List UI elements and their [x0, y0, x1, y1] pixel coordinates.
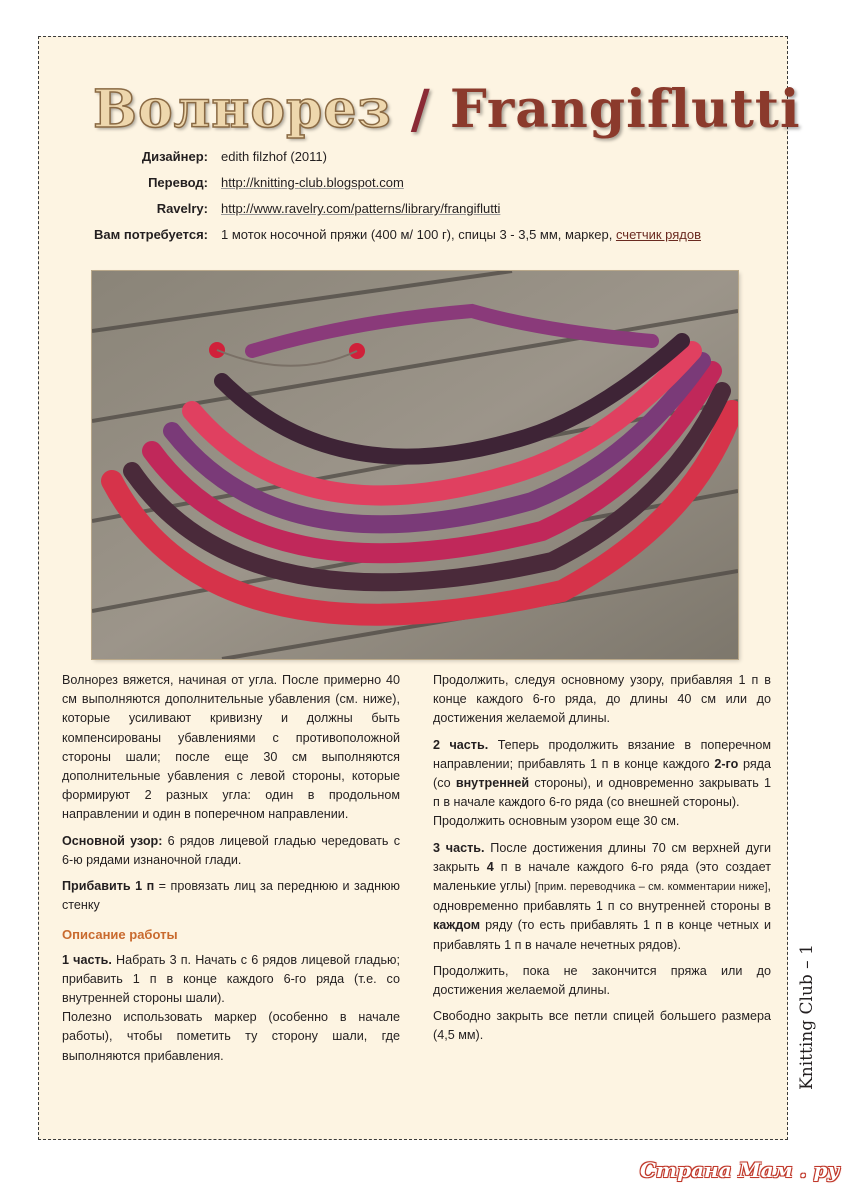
- left-column: [62, 671, 400, 1073]
- increase-paragraph: [62, 877, 400, 915]
- meta-row-designer: [39, 149, 789, 175]
- part1-label: 1 часть.: [62, 952, 112, 967]
- meta-label: Дизайнер:: [141, 149, 208, 164]
- part3-text: п в начале каждого 6-го ряда (это создает маленькие углы): [433, 859, 771, 894]
- page-frame: [38, 36, 817, 1140]
- part2-emph: 2-го: [714, 756, 739, 771]
- intro-paragraph: Волнорез вяжется, начиная от угла. После примерно 40 см выполняются дополнительные убавления (см. ниже), которые усиливают кривизну и должны быть компенсированы убавлениями с противоположной стороны шали; после еще 30 см выполняются дополнительные убавления с левой стороны, которые формируют 2 разных угла: один в продольном направлении и один в поперечном направлении.: [62, 673, 400, 822]
- watermark-logo: Страна Мам . ру: [640, 1158, 840, 1182]
- marker-paragraph: Полезно использовать маркер (особенно в начале работы), чтобы пометить ту сторону шали, где выполняются прибавления.: [62, 1010, 400, 1063]
- part3-text: , одновременно прибавлять 1 п со внутренней стороны в: [433, 879, 771, 914]
- meta-value: [221, 227, 701, 242]
- continue-paragraph: Продолжить, следуя основному узору, прибавляя 1 п в конце каждого 6-го ряда, до длины 40 см или до достижения желаемой длины.: [433, 673, 771, 726]
- meta-row-translation: [39, 175, 789, 201]
- part2-text: стороны), и одновременно закрывать 1 п в начале каждого 6-го ряда (со внешней стороны).: [433, 776, 771, 810]
- translation-link[interactable]: http://knitting-club.blogspot.com: [221, 175, 404, 190]
- part3-label: 3 часть.: [433, 840, 485, 855]
- title-separator: /: [391, 79, 450, 140]
- materials-text: 1 моток носочной пряжи (400 м/ 100 г), спицы 3 - 3,5 мм, маркер,: [221, 227, 613, 242]
- meta-value: edith filzhof (2011): [221, 149, 327, 164]
- row-counter-link[interactable]: счетчик рядов: [615, 227, 701, 242]
- part1-text: Набрать 3 п. Начать с 6 рядов лицевой гладью; прибавить 1 п в конце каждого 6-го ряда (т.е. со внутренней стороны шали).: [62, 952, 400, 1006]
- finish-yarn-paragraph: Продолжить, пока не закончится пряжа или до достижения желаемой длины.: [433, 963, 771, 998]
- part2-text: Теперь продолжить вязание в поперечном направлении; прибавлять 1 п в конце каждого: [433, 737, 771, 771]
- meta-row-ravelry: [39, 201, 789, 227]
- shawl-photo: [92, 271, 738, 659]
- meta-label: Ravelry:: [156, 201, 208, 216]
- title-russian: Волнорез: [93, 79, 392, 140]
- part3-emph: каждом: [433, 918, 481, 933]
- part3-text: После достижения длины 70 см верхней дуги закрыть: [433, 840, 771, 874]
- main-pattern-label: Основной узор:: [62, 833, 163, 848]
- ravelry-link[interactable]: http://www.ravelry.com/patterns/library/frangiflutti: [221, 201, 501, 216]
- side-label-text: Knitting Club – 1: [797, 944, 817, 1090]
- increase-text: = провязать лиц за переднюю и заднюю стенку: [62, 879, 400, 913]
- translator-note: [прим. переводчика – см. комментарии ниже]: [534, 881, 768, 894]
- part2-paragraph: [433, 736, 771, 813]
- meta-row-materials: [39, 227, 789, 253]
- part3-emph: 4: [486, 859, 494, 874]
- right-column: [433, 671, 771, 1053]
- continue-30cm-paragraph: Продолжить основным узором еще 30 см.: [433, 814, 680, 829]
- part3-text: ряду (то есть прибавлять 1 п в конце четных и прибавлять 1 п в начале нечетных рядов).: [433, 918, 771, 952]
- page-title: [93, 79, 801, 140]
- title-italian: Frangiflutti: [449, 79, 801, 140]
- pattern-meta: [39, 149, 789, 253]
- part3-paragraph: [433, 839, 771, 955]
- main-pattern-paragraph: [62, 832, 400, 870]
- part2-text: ряда (со: [433, 756, 771, 791]
- bind-off-paragraph: Свободно закрыть все петли спицей большего размера (4,5 мм).: [433, 1009, 771, 1043]
- section-heading: Описание работы: [62, 927, 178, 943]
- part1-paragraph: [62, 951, 400, 1009]
- part2-label: 2 часть.: [433, 737, 489, 752]
- part2-emph: внутренней: [455, 776, 530, 791]
- main-pattern-text: 6 рядов лицевой гладью чередовать с 6-ю рядами изнаночной глади.: [62, 833, 400, 867]
- meta-label: Перевод:: [148, 175, 208, 190]
- meta-label: Вам потребуется:: [94, 227, 208, 242]
- increase-label: Прибавить 1 п: [62, 879, 155, 894]
